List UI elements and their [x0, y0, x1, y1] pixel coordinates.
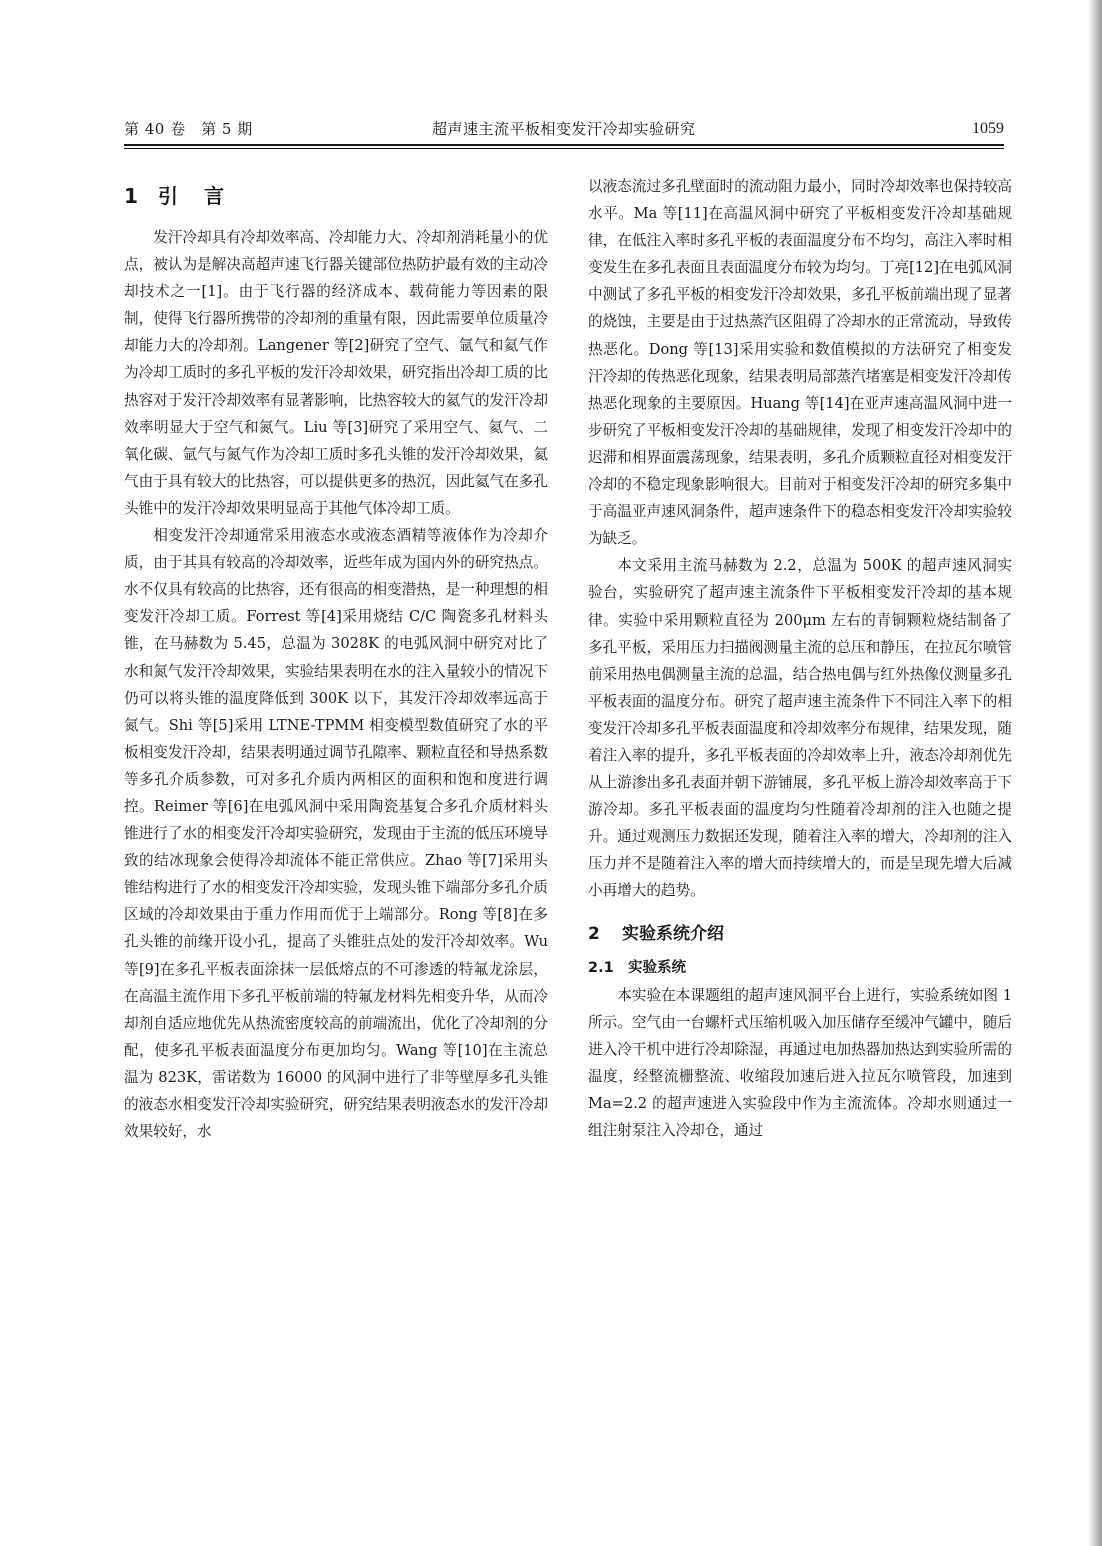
paragraph-4: 本实验在本课题组的超声速风洞平台上进行，实验系统如图 1 所示。空气由一台螺杆式压缩机吸入加压储存至缓冲气罐中，随后进入冷干机中进行冷却除湿，再通过电加热器加热达到实验所需的温度，经整流栅整流、收缩段加速后进入拉瓦尔喷管段，加速到 Ma=2.2 的超声速进入实验段中作为主流流体。冷却水则通过一组注射泵注入冷却仓，通过 [588, 986, 1012, 1139]
section-title: 引言 [158, 184, 250, 208]
left-column [124, 174, 548, 1494]
volume-issue: 第 40 卷 第 5 期 [124, 120, 253, 138]
section-number: 1 [124, 184, 138, 208]
paragraph-2-continuation: 以液态流过多孔壁面时的流动阻力最小，同时冷却效率也保持较高水平。Ma 等[11]在高温风洞中研究了平板相变发汗冷却基础规律，在低注入率时多孔平板的表面温度分布不均匀，高注入率时相变发生在多孔表面且表面温度分布较为均匀。丁亮[12]在电弧风洞中测试了多孔平板的相变发汗冷却效果，多孔平板前端出现了显著的烧蚀，主要是由于过热蒸汽区阻碍了冷却水的正常流动，导致传热恶化。Dong 等[13]采用实验和数值模拟的方法研究了相变发汗冷却的传热恶化现象，结果表明局部蒸汽堵塞是相变发汗冷却传热恶化现象的主要原因。Huang 等[14]在亚声速高温风洞中进一步研究了平板相变发汗冷却的基础规律，发现了相变发汗冷却中的迟滞和相界面震荡现象，结果表明，多孔介质颗粒直径对相变发汗冷却的不稳定现象影响很大。目前对于相变发汗冷却的研究多集中于高温亚声速风洞条件，超声速条件下的稳态相变发汗冷却实验较为缺乏。 [588, 178, 1012, 548]
section-2-heading [588, 919, 1012, 949]
header-rule [124, 144, 1004, 149]
paragraph-2: 相变发汗冷却通常采用液态水或液态酒精等液体作为冷却介质，由于其具有较高的冷却效率，近些年成为国内外的研究热点。水不仅具有较高的比热容，还有很高的相变潜热，是一种理想的相变发汗冷却工质。Forrest 等[4]采用烧结 C/C 陶瓷多孔材料头锥，在马赫数为 5.45，总温为 3028K 的电弧风洞中研究对比了水和氮气发汗冷却效果，实验结果表明在水的注入量较小的情况下仍可以将头锥的温度降低到 300K 以下，其发汗冷却效率远高于氮气。Shi 等[5]采用 LTNE-TPMM 相变模型数值研究了水的平板相变发汗冷却，结果表明通过调节孔隙率、颗粒直径和导热系数等多孔介质参数，可对多孔介质内两相区的面积和饱和度进行调控。Reimer 等[6]在电弧风洞中采用陶瓷基复合多孔介质材料头锥进行了水的相变发汗冷却实验研究，发现由于主流的低压环境导致的结冰现象会使得冷却流体不能正常供应。Zhao 等[7]采用头锥结构进行了水的相变发汗冷却实验，发现头锥下端部分多孔介质区域的冷却效果由于重力作用而优于上端部分。Rong 等[8]在多孔头锥的前缘开设小孔，提高了头锥驻点处的发汗冷却效率。Wu 等[9]在多孔平板表面涂抹一层低熔点的不可渗透的特氟龙涂层，在高温主流作用下多孔平板前端的特氟龙材料先相变升华，从而冷却剂自适应地优先从热流密度较高的前端流出，优化了冷却剂的分配，使多孔平板表面温度分布更加均匀。Wang 等[10]在主流总温为 823K，雷诺数为 16000 的风洞中进行了非等壁厚多孔头锥的液态水相变发汗冷却实验研究，研究结果表明液态水的发汗冷却效果较好，水 [124, 527, 548, 1141]
section-number: 2 [588, 923, 600, 944]
section-1-heading [124, 174, 548, 224]
page-edge-shadow [1088, 0, 1102, 1546]
subsection-number: 2.1 [588, 959, 614, 976]
subsection-title: 实验系统 [628, 959, 686, 976]
running-header [124, 119, 1004, 139]
subsection-2-1-heading [588, 955, 1012, 982]
page-number: 1059 [972, 120, 1004, 137]
paragraph-3: 本文采用主流马赫数为 2.2，总温为 500K 的超声速风洞实验台，实验研究了超声速主流条件下平板相变发汗冷却的基本规律。实验中采用颗粒直径为 200μm 左右的青铜颗粒烧结制备了多孔平板，采用压力扫描阀测量主流的总压和静压，在拉瓦尔喷管前采用热电偶测量主流的总温，结合热电偶与红外热像仪测量多孔平板表面的温度分布。研究了超声速主流条件下不同注入率下的相变发汗冷却多孔平板表面温度和冷却效率分布规律，结果发现，随着注入率的提升，多孔平板表面的冷却效率上升，液态冷却剂优先从上游渗出多孔表面并朝下游铺展，多孔平板上游冷却效率高于下游冷却。多孔平板表面的温度均匀性随着冷却剂的注入也随之提升。通过观测压力数据还发现，随着注入率的增大，冷却剂的注入压力并不是随着注入率的增大而持续增大的，而是呈现先增大后减小再增大的趋势。 [588, 557, 1012, 900]
section-title: 实验系统介绍 [622, 923, 724, 944]
running-title: 超声速主流平板相变发汗冷却实验研究 [432, 120, 696, 138]
paragraph-1: 发汗冷却具有冷却效率高、冷却能力大、冷却剂消耗量小的优点，被认为是解决高超声速飞行器关键部位热防护最有效的主动冷却技术之一[1]。由于飞行器的经济成本、载荷能力等因素的限制，使得飞行器所携带的冷却剂的重量有限，因此需要单位质量冷却能力大的冷却剂。Langener 等[2]研究了空气、氩气和氦气作为冷却工质时的多孔平板的发汗冷却效果，研究指出冷却工质的比热容对于发汗冷却效率有显著影响，比热容较大的氦气的发汗冷却效率明显大于空气和氮气。Liu 等[3]研究了采用空气、氦气、二氧化碳、氩气与氮气作为冷却工质时多孔头锥的发汗冷却效果，氦气由于具有较大的比热容，可以提供更多的热沉，因此氦气在多孔头锥中的发汗冷却效果明显高于其他气体冷却工质。 [124, 229, 548, 517]
right-column [588, 174, 1012, 1494]
